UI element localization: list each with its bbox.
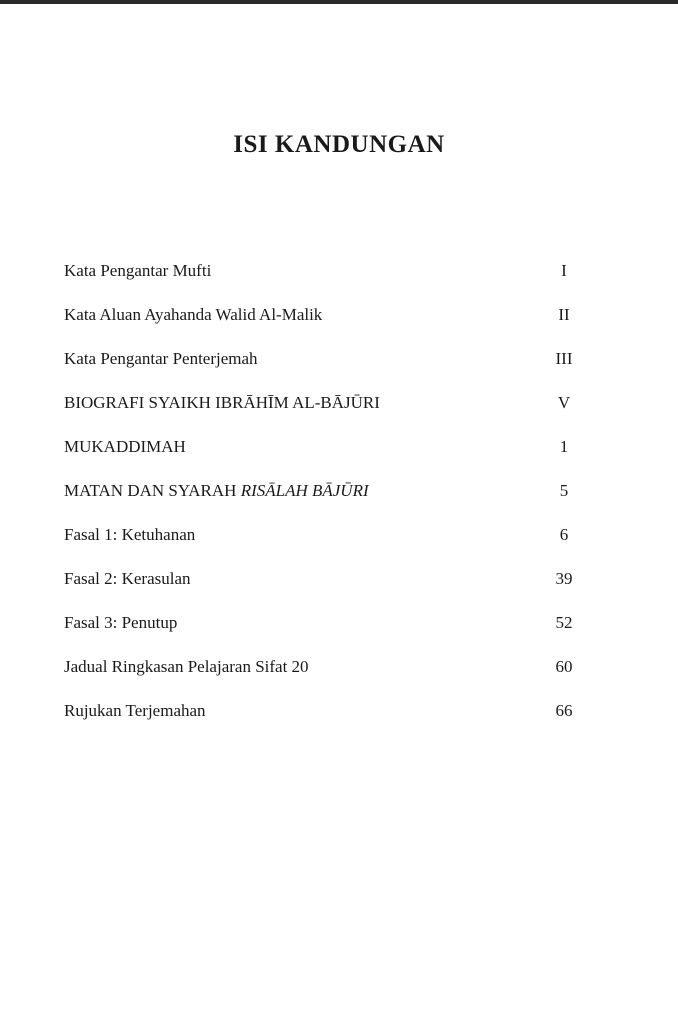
toc-entry-title: MUKADDIMAH: [64, 437, 186, 456]
toc-entry-page-number: 5: [559, 481, 569, 500]
toc-entry-title: Fasal 3: Penutup: [64, 613, 178, 632]
toc-entry-title: Jadual Ringkasan Pelajaran Sifat 20: [64, 657, 309, 676]
toc-entry: [64, 386, 584, 430]
toc-entry-page-number: 60: [555, 657, 573, 676]
toc-entry: [64, 606, 584, 650]
table-of-contents: [64, 254, 584, 738]
page-top-edge: [0, 0, 678, 4]
toc-entry: [64, 562, 584, 606]
toc-entry-title: Rujukan Terjemahan: [64, 701, 206, 720]
toc-entry-page-number: 1: [559, 437, 569, 456]
toc-entry: [64, 518, 584, 562]
toc-entry: [64, 474, 584, 518]
toc-entry: [64, 298, 584, 342]
toc-entry-page-number: I: [561, 261, 567, 280]
toc-entry-title: MATAN DAN SYARAH RISĀLAH BĀJŪRI: [64, 481, 369, 500]
toc-entry-page-number: V: [557, 393, 571, 412]
toc-entry-title: Fasal 1: Ketuhanan: [64, 525, 196, 544]
toc-entry-title: Kata Pengantar Mufti: [64, 261, 212, 280]
toc-entry-page-number: III: [555, 349, 573, 368]
toc-entry: [64, 254, 584, 298]
toc-entry-title: Kata Aluan Ayahanda Walid Al-Malik: [64, 305, 323, 324]
toc-entry-page-number: 6: [559, 525, 569, 544]
toc-entry-title: Kata Pengantar Penterjemah: [64, 349, 258, 368]
toc-entry: [64, 650, 584, 694]
toc-entry-title: Fasal 2: Kerasulan: [64, 569, 191, 588]
toc-entry-page-number: II: [558, 305, 570, 324]
toc-entry-page-number: 66: [555, 701, 573, 720]
toc-entry: [64, 430, 584, 474]
toc-entry-page-number: 52: [555, 613, 573, 632]
toc-entry: [64, 342, 584, 386]
page-title: ISI KANDUNGAN: [233, 131, 445, 158]
toc-entry-title: BIOGRAFI SYAIKH IBRĀHĪM AL-BĀJŪRI: [64, 393, 380, 412]
toc-entry: [64, 694, 584, 738]
toc-entry-page-number: 39: [555, 569, 573, 588]
